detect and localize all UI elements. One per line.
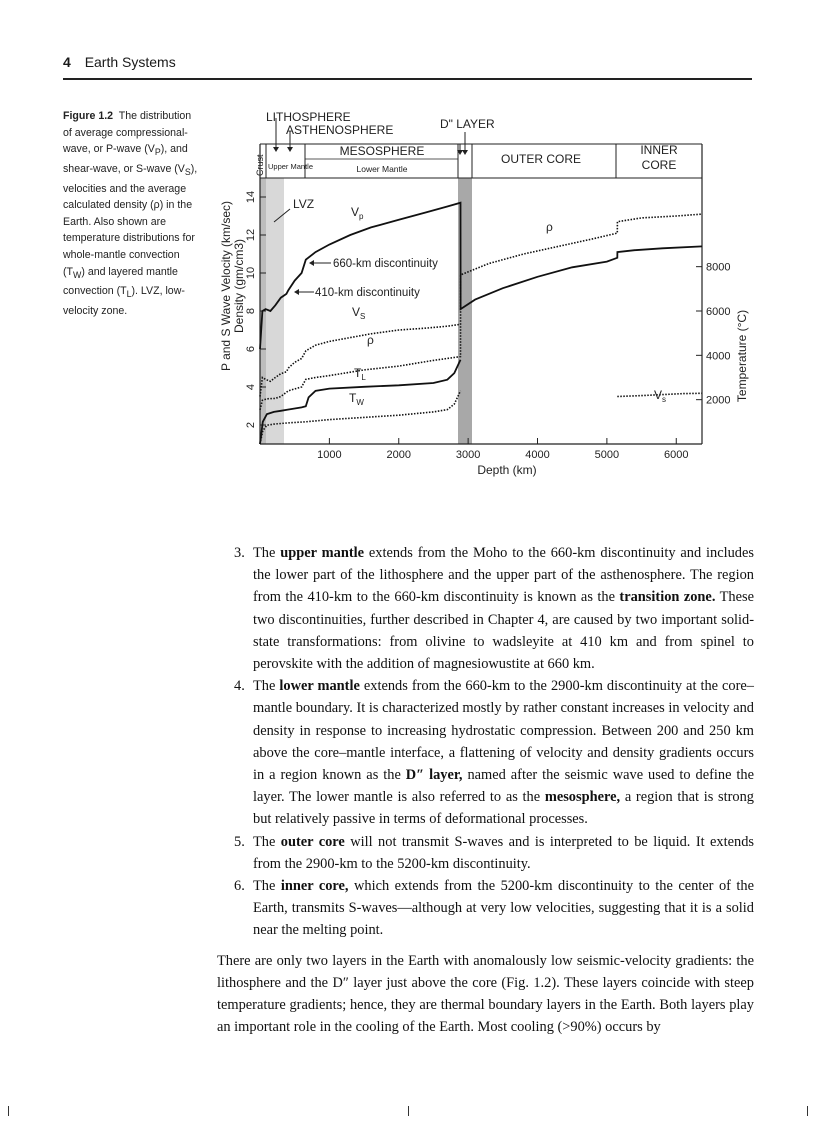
- d660-label: 660-km discontinuity: [333, 258, 438, 270]
- lithosphere-arrowhead: [273, 147, 279, 152]
- inner-core-label-1: INNER: [640, 143, 678, 157]
- series-layer: [260, 203, 702, 444]
- y-axis-title: P and S Wave Velocity (km/sec): [219, 200, 233, 372]
- d410-label: 410-km discontinuity: [315, 287, 420, 299]
- d660-arrowhead: [309, 260, 314, 266]
- y2-tick-label: 2000: [706, 394, 731, 407]
- layer-list: [217, 542, 754, 942]
- lower-mantle-label: Lower Mantle: [356, 164, 408, 174]
- earth-structure-chart: [214, 106, 774, 486]
- lvz-label: LVZ: [293, 197, 315, 211]
- asthenosphere-label: ASTHENOSPHERE: [286, 123, 394, 137]
- x-axis-title: Depth (km): [477, 463, 537, 477]
- y-tick-label: 8: [245, 307, 257, 315]
- y2-tick-label: 4000: [706, 350, 731, 363]
- tw-label: $T_W$: [349, 391, 364, 407]
- y2-axis-title: Temperature (°C): [735, 309, 749, 403]
- figure-label: Figure 1.2: [63, 110, 114, 122]
- d410-arrowhead: [294, 289, 299, 295]
- y-tick-label: 6: [245, 345, 257, 353]
- x-tick-label: 4000: [525, 449, 550, 461]
- crop-mark-center: [408, 1106, 409, 1116]
- vs-inner-label: $V_s$: [654, 388, 667, 404]
- tl-label: $T_L$: [354, 366, 366, 382]
- x-tick-label: 3000: [455, 449, 481, 461]
- y-tick-label: 10: [245, 266, 257, 280]
- vs-label: $V_S$: [352, 305, 366, 321]
- asthenosphere-arrowhead: [287, 147, 293, 152]
- dlayer-arrowhead: [462, 150, 468, 155]
- y-tick-label: 14: [245, 190, 257, 204]
- rho-mantle-label: ρ: [367, 333, 374, 347]
- paragraph: There are only two layers in the Earth with anomalously low seismic-velocity gradients: the lithosphere and the D″ layer just above the core (Fig. 1.2). These layers coincide with steep temperature gradients; hence, they are thermal boundary layers in the Earth. Both layers play an important role in the cooling of the Earth. Most cooling (>90%) occurs by: [217, 952, 754, 1036]
- list-item: 3. The upper mantle extends from the Moho to the 660-km discontinuity and includes the lower part of the lithosphere and the upper part of the asthenosphere. The region from the 410-km to the 660-km discontinuity is known as the transition zone. These two discontinuities, further described in Chapter 4, are caused by two important solid-state transformations: from olivine to wadsleyite at 410 km and from spinel to perovskite with the addition of magnesiowustite at 660 km.: [234, 545, 754, 673]
- y-tick-label: 2: [245, 421, 257, 429]
- x-tick-label: 1000: [317, 449, 342, 461]
- series-rho: [260, 214, 702, 410]
- y-tick-label: 12: [245, 228, 257, 242]
- vp-label: $V_p$: [351, 205, 364, 221]
- outer-core-label: OUTER CORE: [500, 152, 582, 166]
- x-tick-label: 5000: [594, 449, 620, 461]
- page-number: 4: [63, 54, 71, 70]
- tick-layer: [245, 191, 730, 461]
- running-header: [63, 54, 752, 80]
- upper-mantle-label: Upper Mantle: [268, 162, 314, 171]
- crust-label: Crust: [255, 154, 265, 176]
- inner-core-label-2: CORE: [641, 158, 677, 172]
- y-tick-label: 4: [245, 383, 257, 391]
- x-tick-label: 2000: [386, 449, 411, 461]
- y2-tick-label: 8000: [706, 261, 731, 274]
- rho-core-label: ρ: [546, 220, 553, 234]
- y2-tick-label: 6000: [706, 306, 731, 318]
- body-text: [217, 542, 754, 1038]
- list-item: 4. The lower mantle extends from the 660-km to the 2900-km discontinuity at the core–mantle boundary. It is characterized mostly by rather constant increases in velocity and density in response to increasing hydrostatic compression. Between 200 and 250 km above the core–mantle interface, a flattening of velocity and density gradients occurs in a region known as the D″ layer, named after the seismic wave used to define the layer. The lower mantle is also referred to as the mesosphere, a region that is strong but relatively passive in terms of deformational processes.: [234, 678, 754, 828]
- list-item: 5. The outer core will not transmit S-waves and is interpreted to be liquid. It extends from the 2900-km to the 5200-km discontinuity.: [234, 833, 754, 872]
- figure-caption: Figure 1.2 The distribution of average compressional-wave, or P-wave $(V_P)$, and shear-wave, or S-wave $(V_S)$, velocities and the average calculated density (ρ) in the Earth. Also shown are temperature distributions for whole-mantle convection $(T_W)$ and layered mantle convection $(T_L)$. LVZ, low-velocity zone.: [63, 110, 198, 317]
- crop-mark-right: [807, 1106, 808, 1116]
- y-axis-title-2: Density (gm/cm3): [232, 238, 246, 334]
- list-item: 6. The inner core, which extends from the 5200-km discontinuity to the center of the Earth, transmits S-waves—although at very low velocities, suggesting that it is a solid near the melting point.: [234, 878, 754, 939]
- lithosphere-label: LITHOSPHERE: [266, 110, 351, 124]
- x-tick-label: 6000: [664, 449, 689, 461]
- running-title: Earth Systems: [84, 54, 176, 70]
- series-vp: [260, 203, 702, 349]
- dlayer-label: D" LAYER: [440, 117, 495, 131]
- mesosphere-label: MESOSPHERE: [339, 144, 425, 158]
- crop-mark-left: [8, 1106, 9, 1116]
